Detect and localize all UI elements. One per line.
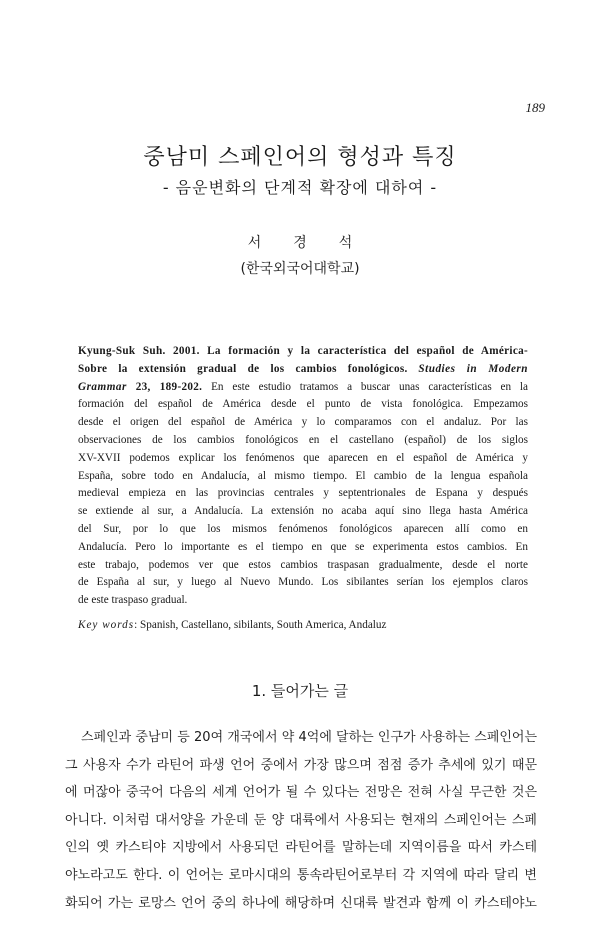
paper-subtitle: - 음운변화의 단계적 확장에 대하여 - [162, 178, 438, 197]
body-line: 스페인과 중남미 등 20여 개국에서 약 4억에 달하는 인구가 사용하는 스페인어는 [81, 730, 537, 745]
author-affiliation: (한국외국어대학교) [240, 261, 360, 277]
abstract-line: Andalucía. Pero lo importante es el tiempo en que se experimenta estos cambios. En [78, 540, 528, 553]
abstract-line: XV-XVII podemos explicar los fenómenos que aparecen en el español de América y [78, 451, 528, 464]
abstract [78, 343, 528, 610]
keywords [78, 619, 528, 631]
keywords-label: Key words [78, 619, 135, 631]
paper-title: 중남미 스페인어의 형성과 특징 [143, 145, 457, 170]
abstract-text: En este estudio tratamos a buscar unas características en la [211, 380, 528, 393]
citation-title-end: Sobre la extensión gradual de los cambios fonológicos. [78, 362, 408, 375]
abstract-line: del Sur, por lo que los mismos fenómenos fonológicos aparecen allí como en [78, 522, 528, 535]
page-number: 189 [525, 100, 545, 115]
journal-name-end: Grammar [78, 380, 127, 393]
abstract-line: formación del español de América desde el punto de vista fonológica. Empezamos [78, 398, 528, 411]
abstract-line: de este traspaso gradual. [78, 594, 188, 607]
abstract-line: España, sobre todo en Andalucía, al mismo tiempo. El cambio de la lengua española [78, 469, 528, 482]
body-line: 야노라고도 한다. 이 언어는 로마시대의 통속라틴어로부터 각 지역에 따라 달리 변 [65, 867, 537, 883]
body-line: 인의 옛 카스티야 지방에서 사용되던 라틴어를 말하는데 지역이름을 따서 카스테 [65, 840, 537, 856]
abstract-line: observaciones de los cambios fonológicos en el castellano (español) de los siglos [78, 433, 528, 446]
author-char: 석 [338, 235, 353, 251]
author-char: 경 [293, 235, 307, 251]
keywords-list: : Spanish, Castellano, sibilants, South America, Andaluz [134, 619, 387, 631]
author-char: 서 [247, 235, 262, 251]
citation-volume: 23, 189-202. [135, 380, 203, 393]
author-name [0, 232, 600, 252]
section-heading: 1. 들어가는 글 [251, 682, 349, 700]
citation-authors: Kyung-Suk Suh. 2001. La formación y la característica del español de América- [78, 345, 528, 357]
body-paragraph [65, 724, 537, 917]
abstract-line: se extiende al sur, a Andalucía. La extensión no acaba aquí sino llega hasta América [78, 505, 528, 518]
abstract-line [78, 361, 528, 379]
abstract-line: de España al sur, y luego al Nuevo Mundo. Los sibilantes serían los ejemplos claros [78, 576, 528, 589]
abstract-line: medieval empieza en las provincias centrales y septentrionales de Espana y después [78, 487, 528, 500]
body-line: 그 사용자 수가 라틴어 파생 언어 중에서 가장 많으며 점점 증가 추세에 있기 때문 [65, 757, 537, 773]
body-line: 화되어 가는 로망스 언어 중의 하나에 해당하며 신대륙 발견과 함께 이 카스테야노 [65, 895, 537, 911]
body-line: 에 머잖아 중국어 다음의 세계 언어가 될 수 있다는 전망은 전혀 사실 무근한 것은 [65, 785, 537, 801]
journal-name: Studies in Modern [418, 362, 528, 375]
abstract-line [78, 379, 528, 397]
abstract-line: este trabajo, podemos ver que estos cambios traspasan gradualmente, desde el norte [78, 558, 528, 571]
abstract-line: desde el origen del español de América y lo comparamos con el andaluz. Por las [78, 416, 528, 429]
abstract-line [78, 343, 528, 361]
body-line: 아니다. 이처럼 대서양을 가운데 둔 양 대륙에서 사용되는 현재의 스페인어는 스페 [65, 812, 537, 828]
